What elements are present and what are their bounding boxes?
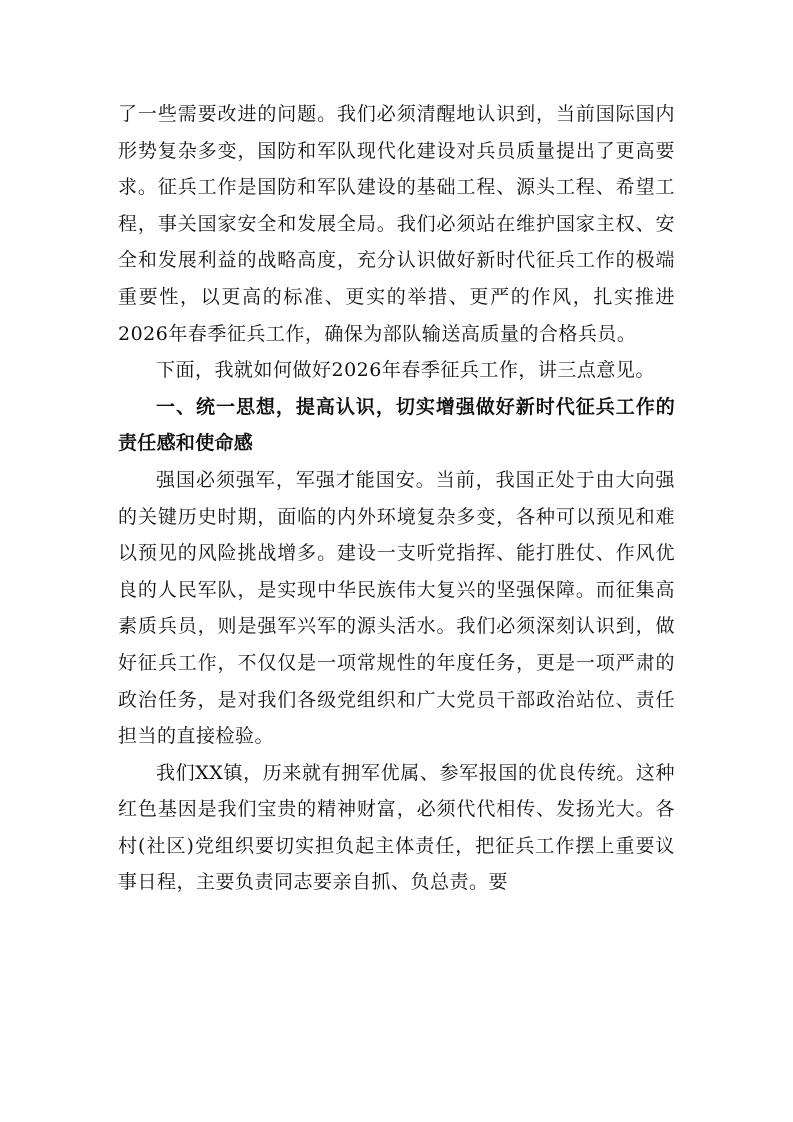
paragraph-continuation: 了一些需要改进的问题。我们必须清醒地认识到，当前国际国内形势复杂多变，国防和军队现代化建设对兵员质量提出了更高要求。征兵工作是国防和军队建设的基础工程、源头工程、希望工程，事关国家安全和发展全局。我们必须站在维护国家主权、安全和发展利益的战略高度，充分认识做好新时代征兵工作的极端重要性，以更高的标准、更实的举措、更严的作风，扎实推进2026年春季征兵工作，确保为部队输送高质量的合格兵员。 [118,103,675,345]
paragraph-town-tradition: 我们XX镇，历来就有拥军优属、参军报国的优良传统。这种红色基因是我们宝贵的精神财富，必须代代相传、发扬光大。各村(社区)党组织要切实担负起主体责任，把征兵工作摆上重要议事日程，主要负责同志要亲自抓、负总责。要 [118,761,675,894]
paragraph-outline-intro: 下面，我就如何做好2026年春季征兵工作，讲三点意见。 [156,359,655,382]
paragraph-strong-army: 强国必须强军，军强才能国安。当前，我国正处于由大向强的关键历史时期，面临的内外环境复杂多变，各种可以预见和难以预见的风险挑战增多。建设一支听党指挥、能打胜仗、作风优良的人民军队，是实现中华民族伟大复兴的坚强保障。而征集高素质兵员，则是强军兴军的源头活水。我们必须深刻认识到，做好征兵工作，不仅仅是一项常规性的年度任务，更是一项严肃的政治任务，是对我们各级党组织和广大党员干部政治站位、责任担当的直接检验。 [118,468,675,748]
section-heading-1: 一、统一思想，提高认识，切实增强做好新时代征兵工作的责任感和使命感 [118,395,675,455]
document-body [118,96,675,901]
